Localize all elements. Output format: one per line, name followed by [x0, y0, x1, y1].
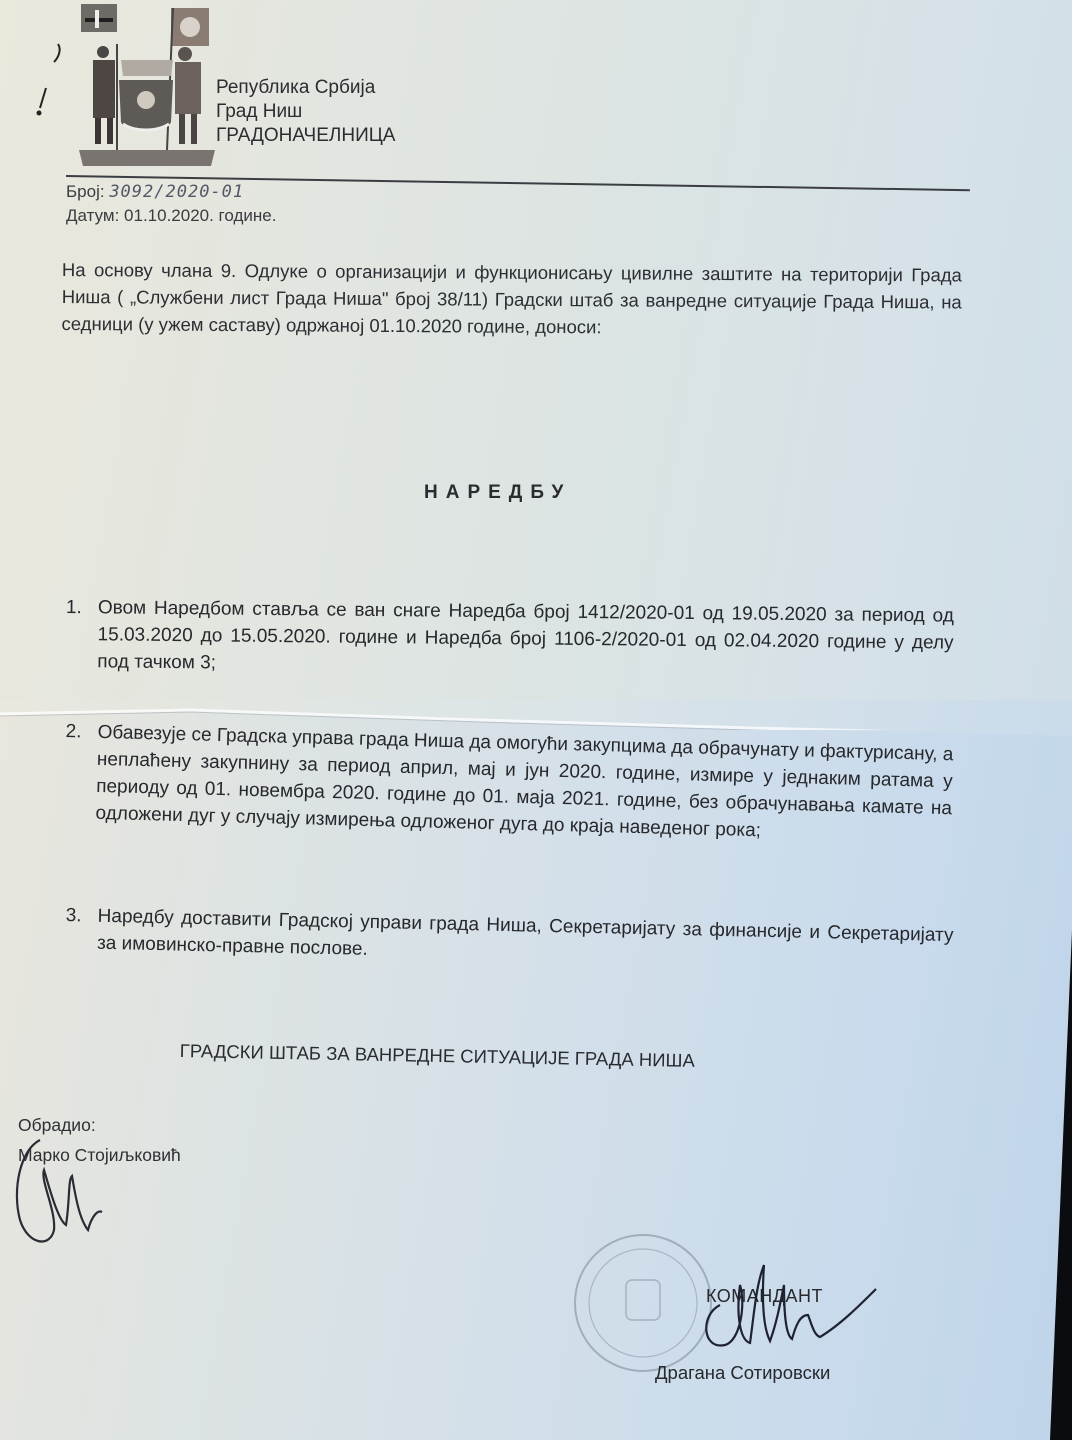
item-text: Обавезује се Градска управа града Ниша да омогући закупцима да обрачунату и фактурисану, а неплаћену закупнину за период април, мај и јун 2020. године, измире у једнаким ратама у периоду од 01. новембра 2020. године до 01. маја 2021. године, без обрачунавања камате на одложени дуг у случају измирења одложеног дуга до краја наведеног рока; [95, 721, 954, 842]
reference-block [66, 180, 276, 228]
signature-right-icon [680, 1245, 880, 1355]
signature-left-icon [10, 1130, 110, 1255]
item-number: 3. [65, 904, 82, 927]
country-name: Република Србија [216, 77, 376, 98]
number-label: Број: [66, 182, 105, 201]
prepared-by-label: Обрадио: [18, 1115, 96, 1135]
margin-mark-icon [28, 40, 68, 120]
intro-paragraph: На основу члана 9. Одлуке о организацији и функционисању цивилне заштите на територији Града Ниша ( „Службени лист Града Ниша" број 38/11) Градски штаб за ванредне ситуације Града Ниша, на седници (у ужем саставу) одржаној 01.10.2020 године, доноси: [61, 258, 962, 338]
document-title: НАРЕДБУ [424, 482, 572, 503]
order-item [65, 594, 954, 684]
date-value: 01.10.2020. године. [124, 206, 277, 225]
prepared-by-name: Марко Стојиљковић [18, 1145, 181, 1165]
issuer-line: ГРАДСКИ ШТАБ ЗА ВАНРЕДНЕ СИТУАЦИЈЕ ГРАДА НИША [179, 1040, 696, 1071]
number-value: 3092/2020-01 [109, 182, 245, 202]
office-name: ГРАДОНАЧЕЛНИЦА [216, 125, 396, 146]
item-number: 2. [65, 720, 82, 743]
signatory-title: КОМАНДАНТ [706, 1286, 823, 1306]
item-text: Наредбу доставити Градској управи града Ниша, Секретаријату за финансије и Секретаријату за имовинско-правне послове. [96, 905, 954, 960]
letterhead [216, 76, 395, 148]
city-name: Град Ниш [216, 101, 303, 122]
item-text: Овом Наредбом ставља се ван снаге Наредба број 1412/2020-01 од 19.05.2020 за период од 15.03.2020 до 15.05.2020. године и Наредба број 1106-2/2020-01 од 02.04.2020 године у делу под тачком 3; [97, 597, 954, 674]
item-number: 1. [65, 596, 82, 619]
date-label: Датум: [66, 206, 120, 225]
coat-of-arms-icon [75, 0, 220, 168]
signatory-name: Драгана Сотировски [655, 1362, 831, 1383]
